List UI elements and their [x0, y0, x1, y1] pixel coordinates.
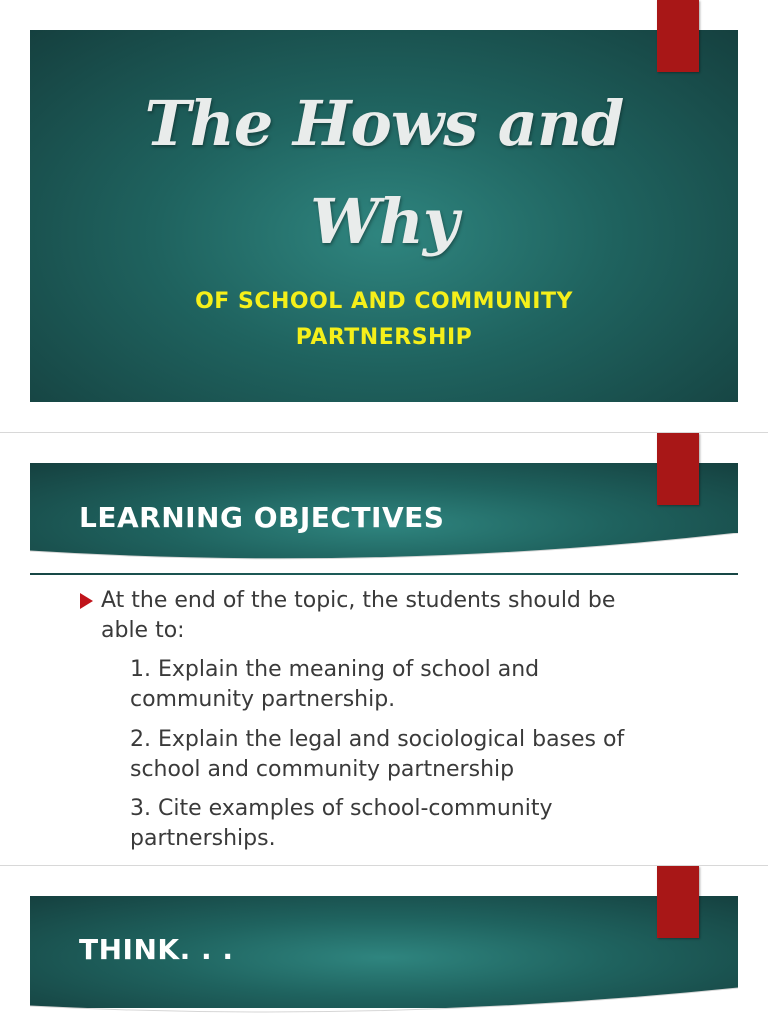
subtitle-line-1: OF SCHOOL AND COMMUNITY	[195, 289, 573, 314]
objective-2-line-2: school and community partnership	[130, 757, 515, 782]
red-corner-tab	[657, 866, 699, 938]
subtitle-line-2: PARTNERSHIP	[295, 325, 473, 350]
red-corner-tab	[657, 0, 699, 72]
slide-objectives	[0, 433, 768, 865]
objective-3-line-1: 3. Cite examples of school-community	[130, 796, 553, 821]
objectives-heading: LEARNING OBJECTIVES	[79, 501, 445, 534]
title-line-1: The Hows and	[144, 87, 624, 160]
banner-swoosh	[30, 533, 738, 573]
slide-title	[0, 0, 768, 432]
objective-2-line-1: 2. Explain the legal and sociological bases of	[130, 727, 625, 752]
slide-think	[0, 866, 768, 1024]
red-corner-tab	[657, 433, 699, 505]
banner-swoosh	[30, 984, 738, 1024]
objective-3-line-2: partnerships.	[130, 826, 276, 851]
objective-1-line-1: 1. Explain the meaning of school and	[130, 657, 540, 682]
bullet-arrow-icon	[80, 593, 93, 609]
intro-line-1: At the end of the topic, the students should be	[101, 588, 616, 613]
intro-line-2: able to:	[101, 618, 185, 643]
think-heading: THINK. . .	[79, 933, 234, 966]
title-line-2: Why	[310, 185, 458, 258]
objective-1-line-2: community partnership.	[130, 687, 396, 712]
